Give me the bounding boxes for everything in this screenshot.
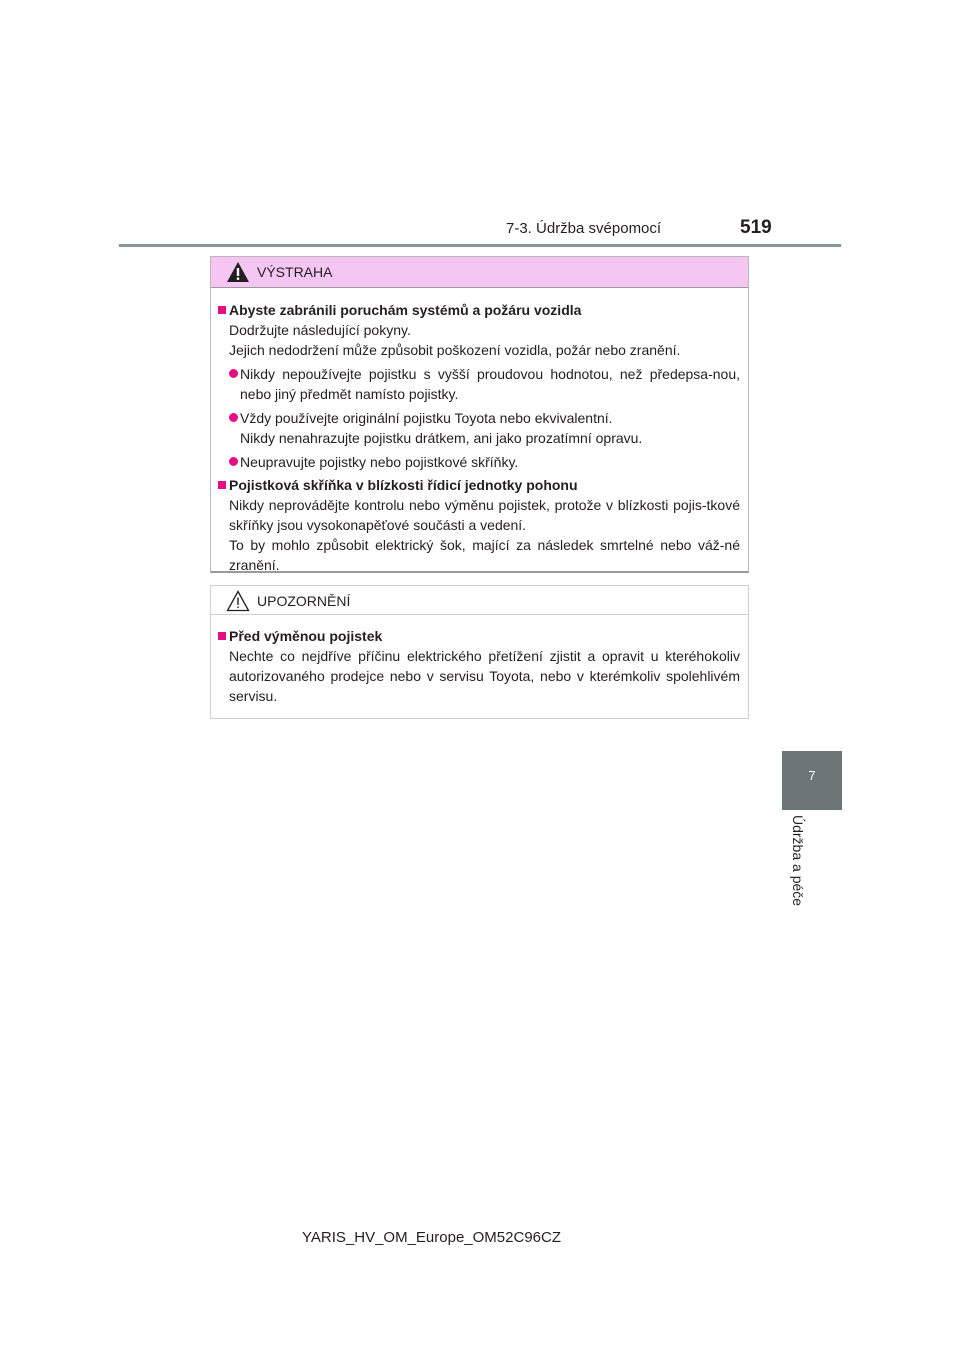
caution-title: UPOZORNĚNÍ [257,593,351,609]
document-id: YARIS_HV_OM_Europe_OM52C96CZ [302,1229,561,1246]
section-title: 7-3. Údržba svépomocí [506,220,662,237]
page-number: 519 [740,217,772,238]
warning-triangle-filled-icon [226,261,250,283]
chapter-label [790,815,812,925]
caution-triangle-outline-icon [226,590,250,612]
caution-box-header [211,586,748,615]
warning-bullet-line: Vždy používejte originální pojistku Toyota nebo ekvivalentní. [240,410,613,426]
warning-paragraph: Nikdy neprovádějte kontrolu nebo výměnu pojistek, protože v blízkosti pojis-tkové skříňky jsou vysokonapěťové součásti a vedení. [229,497,740,533]
caution-box [210,585,749,719]
chapter-number: 7 [808,768,816,783]
caution-heading: Před výměnou pojistek [218,626,740,646]
warning-box [210,256,749,573]
chapter-tab [782,751,842,810]
warning-heading-1: Abyste zabránili poruchám systémů a požáru vozidla [218,300,740,320]
warning-bullet: Nikdy nepoužívejte pojistku s vyšší proudovou hodnotou, než předepsa-nou, nebo jiný předmět namísto pojistky. [218,364,740,404]
header-rule [119,244,841,247]
caution-paragraph: Nechte co nejdříve příčinu elektrického přetížení zjistit a opravit u kteréhokoliv autorizovaného prodejce nebo v servisu Toyota, nebo v kterémkoliv spolehlivém servisu. [229,648,740,704]
chapter-label-text: Údržba a péče [790,815,806,907]
warning-box-header [211,257,748,288]
warning-paragraph: To by mohlo způsobit elektrický šok, mající za následek smrtelné nebo váž-né zranění. [229,537,740,573]
warning-bullet: Neupravujte pojistky nebo pojistkové skříňky. [218,452,740,472]
warning-title: VÝSTRAHA [257,264,333,280]
warning-content [211,300,748,575]
warning-heading-2: Pojistková skříňka v blízkosti řídicí jednotky pohonu [218,475,740,495]
warning-bullet [218,408,740,448]
warning-text-line: Jejich nedodržení může způsobit poškození vozidla, požár nebo zranění. [229,342,681,358]
warning-bullet-line: Nikdy nenahrazujte pojistku drátkem, ani jako prozatímní opravu. [240,430,643,446]
caution-content [211,626,748,706]
warning-text-line: Dodržujte následující pokyny. [229,322,411,338]
